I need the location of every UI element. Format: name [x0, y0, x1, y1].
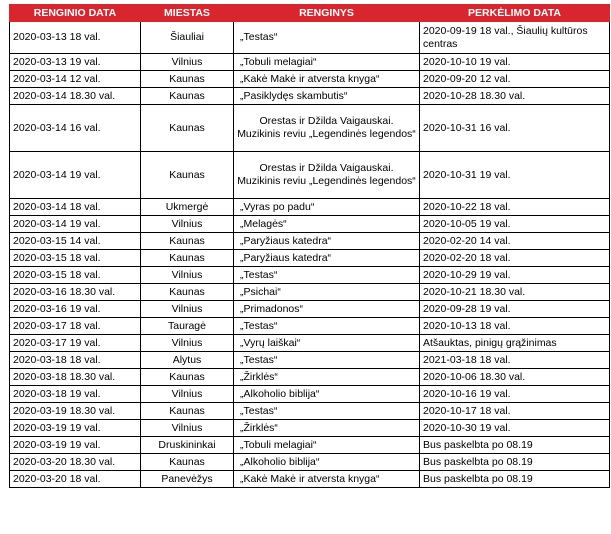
event-date-cell: 2020-03-18 19 val. [10, 386, 141, 403]
city-cell: Kaunas [141, 88, 234, 105]
city-cell: Druskininkai [141, 437, 234, 454]
new-date-cell: 2020-10-13 18 val. [420, 318, 610, 335]
city-cell: Kaunas [141, 152, 234, 199]
event-name-cell: „Vyras po padu“ [234, 199, 420, 216]
event-name-cell: „Testas“ [234, 403, 420, 420]
event-date-cell: 2020-03-14 19 val. [10, 216, 141, 233]
new-date-cell: 2020-10-31 16 val. [420, 105, 610, 152]
new-date-cell: 2020-10-21 18.30 val. [420, 284, 610, 301]
new-date-cell: 2020-10-28 18.30 val. [420, 88, 610, 105]
event-name-cell: „Paryžiaus katedra“ [234, 250, 420, 267]
table-row [10, 22, 610, 54]
table-row [10, 88, 610, 105]
event-date-cell: 2020-03-14 12 val. [10, 71, 141, 88]
city-cell: Vilnius [141, 54, 234, 71]
city-cell: Kaunas [141, 369, 234, 386]
event-name-cell: „Melagės“ [234, 216, 420, 233]
event-name-cell: „Tobuli melagiai“ [234, 437, 420, 454]
table-row [10, 335, 610, 352]
event-date-cell: 2020-03-20 18.30 val. [10, 454, 141, 471]
table-row [10, 318, 610, 335]
event-name-cell: „Vyrų laiškai“ [234, 335, 420, 352]
event-date-cell: 2020-03-14 16 val. [10, 105, 141, 152]
city-cell: Ukmergė [141, 199, 234, 216]
new-date-cell: 2020-10-06 18.30 val. [420, 369, 610, 386]
table-row [10, 471, 610, 488]
event-date-cell: 2020-03-14 18 val. [10, 199, 141, 216]
event-date-cell: 2020-03-17 18 val. [10, 318, 141, 335]
city-cell: Vilnius [141, 216, 234, 233]
event-name-cell: „Testas“ [234, 352, 420, 369]
city-cell: Kaunas [141, 250, 234, 267]
new-date-cell: 2021-03-18 18 val. [420, 352, 610, 369]
table-row [10, 454, 610, 471]
table-row [10, 386, 610, 403]
city-cell: Vilnius [141, 420, 234, 437]
new-date-cell: Atšauktas, pinigų grąžinimas [420, 335, 610, 352]
new-date-cell: 2020-10-10 19 val. [420, 54, 610, 71]
event-name-cell: „Pasiklydęs skambutis“ [234, 88, 420, 105]
event-date-cell: 2020-03-20 18 val. [10, 471, 141, 488]
event-name-cell: „Alkoholio biblija“ [234, 454, 420, 471]
new-date-cell: 2020-09-20 12 val. [420, 71, 610, 88]
new-date-cell: 2020-10-05 19 val. [420, 216, 610, 233]
event-date-cell: 2020-03-14 18.30 val. [10, 88, 141, 105]
city-cell: Kaunas [141, 233, 234, 250]
city-cell: Vilnius [141, 267, 234, 284]
new-date-cell: Bus paskelbta po 08.19 [420, 437, 610, 454]
event-name-cell: „Testas“ [234, 267, 420, 284]
city-cell: Alytus [141, 352, 234, 369]
table-row [10, 420, 610, 437]
city-cell: Vilnius [141, 386, 234, 403]
table-row [10, 54, 610, 71]
city-cell: Kaunas [141, 454, 234, 471]
new-date-cell: 2020-02-20 14 val. [420, 233, 610, 250]
city-cell: Kaunas [141, 71, 234, 88]
event-date-cell: 2020-03-15 18 val. [10, 267, 141, 284]
table-row [10, 233, 610, 250]
event-date-cell: 2020-03-16 18.30 val. [10, 284, 141, 301]
event-date-cell: 2020-03-19 18.30 val. [10, 403, 141, 420]
event-date-cell: 2020-03-13 19 val. [10, 54, 141, 71]
city-cell: Kaunas [141, 284, 234, 301]
table-row [10, 369, 610, 386]
header-event-date: RENGINIO DATA [10, 5, 141, 22]
event-date-cell: 2020-03-19 19 val. [10, 420, 141, 437]
new-date-cell: 2020-10-31 19 val. [420, 152, 610, 199]
city-cell: Kaunas [141, 403, 234, 420]
event-date-cell: 2020-03-13 18 val. [10, 22, 141, 54]
header-new-date: PERKĖLIMO DATA [420, 5, 610, 22]
event-date-cell: 2020-03-15 18 val. [10, 250, 141, 267]
table-row [10, 71, 610, 88]
new-date-cell: Bus paskelbta po 08.19 [420, 471, 610, 488]
event-date-cell: 2020-03-17 19 val. [10, 335, 141, 352]
event-date-cell: 2020-03-14 19 val. [10, 152, 141, 199]
table-row [10, 352, 610, 369]
table-row [10, 250, 610, 267]
new-date-cell: 2020-10-29 19 val. [420, 267, 610, 284]
new-date-cell: 2020-10-30 19 val. [420, 420, 610, 437]
table-row [10, 199, 610, 216]
event-name-cell: „Paryžiaus katedra“ [234, 233, 420, 250]
event-name-cell: „Kakė Makė ir atversta knyga“ [234, 471, 420, 488]
header-city: MIESTAS [141, 5, 234, 22]
event-name-cell: „Žirklės“ [234, 420, 420, 437]
new-date-cell: 2020-09-19 18 val., Šiaulių kultūros centras [420, 22, 610, 54]
event-name-cell: „Psichai“ [234, 284, 420, 301]
new-date-cell: Bus paskelbta po 08.19 [420, 454, 610, 471]
new-date-cell: 2020-02-20 18 val. [420, 250, 610, 267]
table-header-row [10, 5, 610, 22]
table-row [10, 403, 610, 420]
event-name-cell: „Testas“ [234, 318, 420, 335]
event-date-cell: 2020-03-18 18.30 val. [10, 369, 141, 386]
new-date-cell: 2020-09-28 19 val. [420, 301, 610, 318]
table-row [10, 105, 610, 152]
new-date-cell: 2020-10-22 18 val. [420, 199, 610, 216]
city-cell: Vilnius [141, 301, 234, 318]
event-name-cell: „Žirklės“ [234, 369, 420, 386]
event-name-cell: Orestas ir Džilda Vaigauskai. Muzikinis reviu „Legendinės legendos“ [234, 105, 420, 152]
event-name-cell: „Tobuli melagiai“ [234, 54, 420, 71]
table-row [10, 301, 610, 318]
event-name-cell: Orestas ir Džilda Vaigauskai. Muzikinis reviu „Legendinės legendos“ [234, 152, 420, 199]
table-row [10, 267, 610, 284]
new-date-cell: 2020-10-16 19 val. [420, 386, 610, 403]
event-date-cell: 2020-03-16 19 val. [10, 301, 141, 318]
event-name-cell: „Testas“ [234, 22, 420, 54]
city-cell: Kaunas [141, 105, 234, 152]
table-row [10, 284, 610, 301]
event-date-cell: 2020-03-15 14 val. [10, 233, 141, 250]
event-date-cell: 2020-03-18 18 val. [10, 352, 141, 369]
table-row [10, 152, 610, 199]
table-row [10, 437, 610, 454]
city-cell: Tauragė [141, 318, 234, 335]
event-name-cell: „Primadonos“ [234, 301, 420, 318]
header-event: RENGINYS [234, 5, 420, 22]
new-date-cell: 2020-10-17 18 val. [420, 403, 610, 420]
event-date-cell: 2020-03-19 19 val. [10, 437, 141, 454]
city-cell: Panevėžys [141, 471, 234, 488]
city-cell: Šiauliai [141, 22, 234, 54]
city-cell: Vilnius [141, 335, 234, 352]
event-name-cell: „Kakė Makė ir atversta knyga“ [234, 71, 420, 88]
events-table [9, 4, 610, 488]
event-name-cell: „Alkoholio biblija“ [234, 386, 420, 403]
table-row [10, 216, 610, 233]
